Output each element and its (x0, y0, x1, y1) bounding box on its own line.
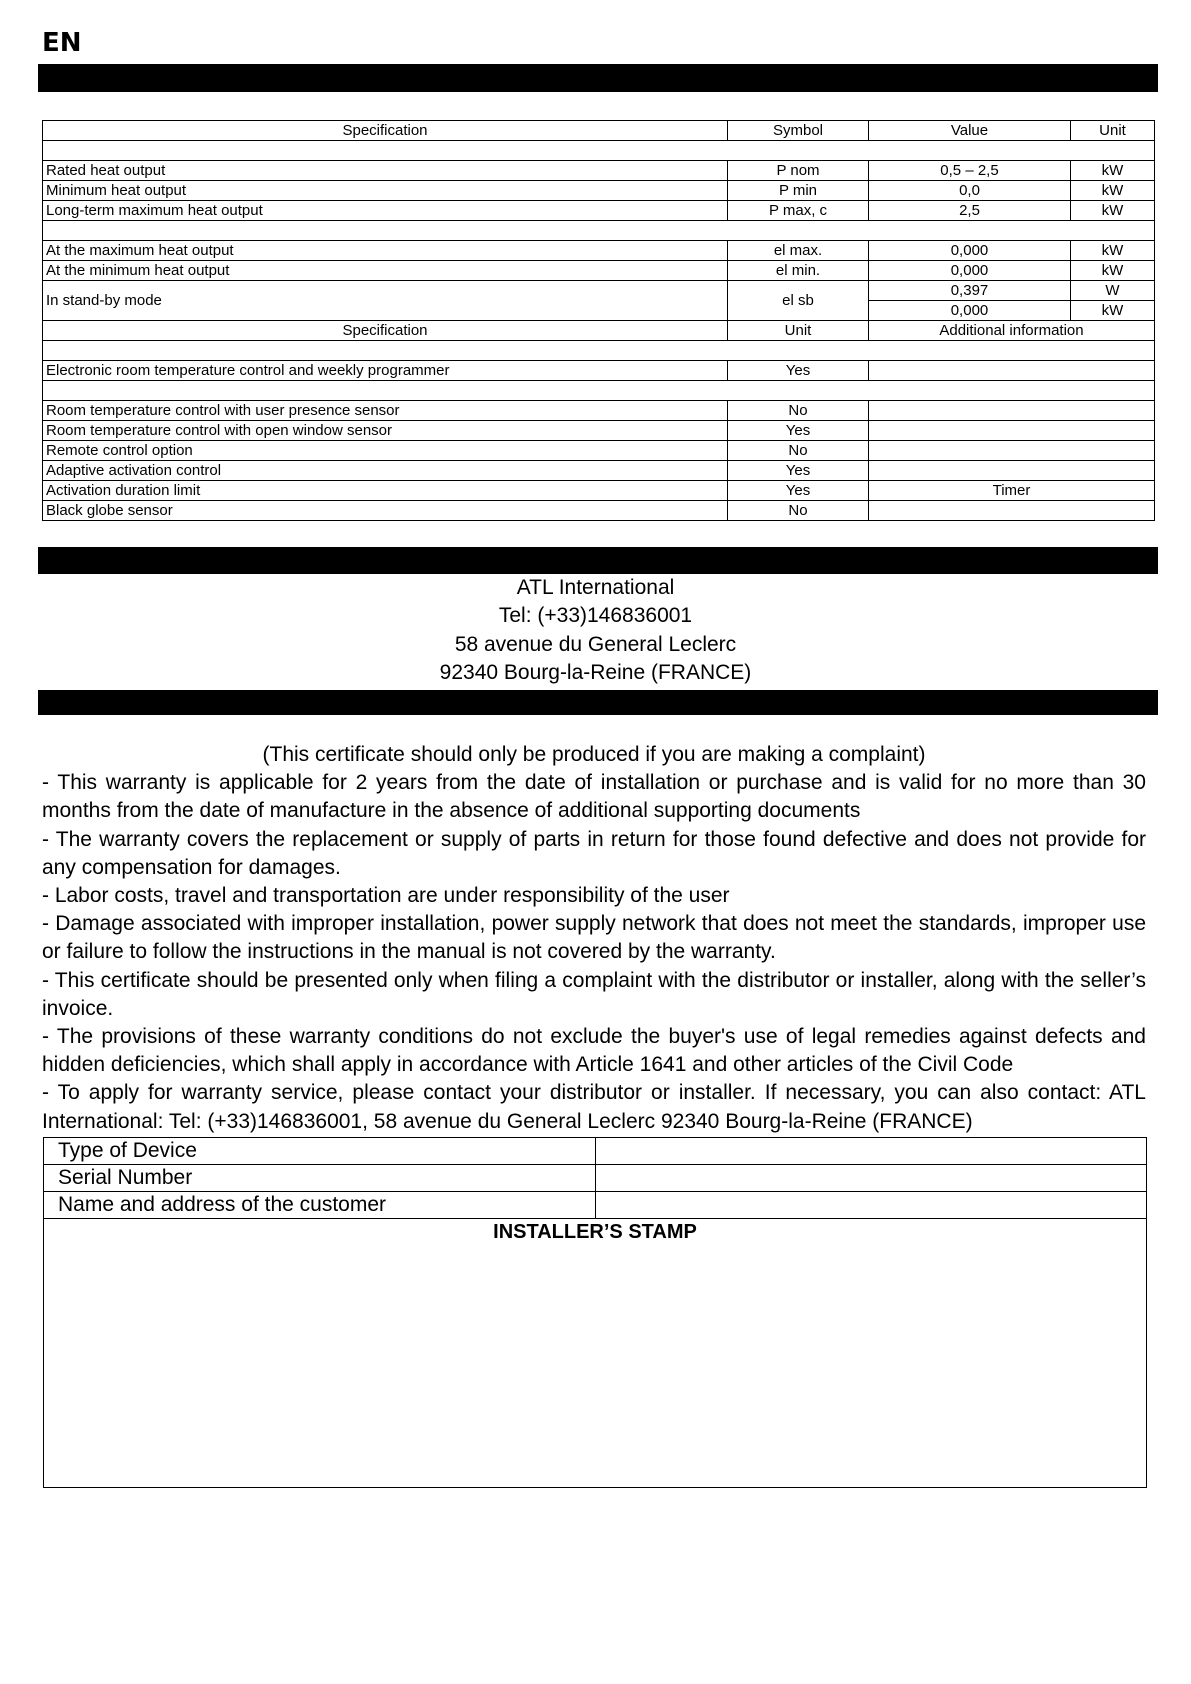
value-cell: 0,000 (869, 301, 1071, 321)
type-of-device-field[interactable] (596, 1138, 1147, 1165)
company-phone: Tel: (+33)146836001 (498, 604, 693, 628)
language-label: EN (42, 28, 82, 58)
spec-cell: Long-term maximum heat output (43, 201, 728, 221)
form-row-serial-number (44, 1165, 1147, 1192)
warranty-item: - The provisions of these warranty conditions do not exclude the buyer's use of legal remedies against defects and hidden deficiencies, which shall apply in accordance with Article 1641 and other articles of the Civil Code (42, 1025, 1146, 1077)
spec-cell: Black globe sensor (43, 501, 728, 521)
warranty-form (43, 1137, 1147, 1488)
manufacturer-address (0, 574, 1191, 687)
table-header-row-2 (43, 321, 1155, 341)
spec-cell: Remote control option (43, 441, 728, 461)
spec-cell: Rated heat output (43, 161, 728, 181)
company-city: 92340 Bourg-la-Reine (FRANCE) (439, 660, 752, 684)
unit-cell: kW (1071, 301, 1155, 321)
table-row (43, 201, 1155, 221)
warranty-item: - Damage associated with improper installation, power supply network that does not meet the standards, improper use or failure to follow the instructions in the manual is not covered by the warranty. (42, 912, 1146, 964)
unit-cell: Yes (728, 421, 869, 441)
header-specification: Specification (43, 321, 728, 341)
spec-cell: At the minimum heat output (43, 261, 728, 281)
form-label: Serial Number (44, 1165, 596, 1192)
blank-row (43, 221, 1155, 241)
unit-cell: kW (1071, 261, 1155, 281)
table-row (43, 421, 1155, 441)
value-cell: 0,397 (869, 281, 1071, 301)
warranty-item: - Labor costs, travel and transportation are under responsibility of the user (42, 884, 730, 908)
specification-table (42, 120, 1155, 521)
header-unit: Unit (1071, 121, 1155, 141)
spec-cell: Adaptive activation control (43, 461, 728, 481)
table-row (43, 241, 1155, 261)
info-cell (869, 461, 1155, 481)
standby-row (43, 281, 1155, 301)
info-cell (869, 361, 1155, 381)
table-row (43, 181, 1155, 201)
header-symbol: Symbol (728, 121, 869, 141)
unit-cell: kW (1071, 181, 1155, 201)
header-value: Value (869, 121, 1071, 141)
company-street: 58 avenue du General Leclerc (454, 632, 737, 656)
value-cell: 2,5 (869, 201, 1071, 221)
header-specification: Specification (43, 121, 728, 141)
form-row-customer (44, 1192, 1147, 1219)
symbol-cell: P min (728, 181, 869, 201)
section-header-bar (38, 64, 1158, 92)
installer-stamp-area (44, 1219, 1147, 1488)
warranty-intro: (This certificate should only be produced if you are making a complaint) (262, 743, 926, 766)
spec-cell: Electronic room temperature control and weekly programmer (43, 361, 728, 381)
table-row (43, 501, 1155, 521)
unit-cell: No (728, 501, 869, 521)
table-row (43, 481, 1155, 501)
section-header-bar (38, 547, 1158, 574)
unit-cell: Yes (728, 481, 869, 501)
unit-cell: W (1071, 281, 1155, 301)
unit-cell: Yes (728, 361, 869, 381)
unit-cell: Yes (728, 461, 869, 481)
info-cell (869, 441, 1155, 461)
section-header-bar (38, 690, 1158, 715)
header-additional-information: Additional information (869, 321, 1155, 341)
table-row (43, 441, 1155, 461)
blank-row (43, 381, 1155, 401)
info-cell (869, 501, 1155, 521)
value-cell: 0,0 (869, 181, 1071, 201)
value-cell: 0,000 (869, 261, 1071, 281)
warranty-item: - This warranty is applicable for 2 years from the date of installation or purchase and is valid for no more than 30 months from the date of manufacture in the absence of additional supporting documents (42, 771, 1146, 823)
value-cell: 0,5 – 2,5 (869, 161, 1071, 181)
table-row (43, 261, 1155, 281)
installer-stamp-label: INSTALLER’S STAMP (493, 1221, 697, 1243)
spec-cell: In stand-by mode (43, 281, 728, 321)
table-row (43, 461, 1155, 481)
warranty-item: - To apply for warranty service, please contact your distributor or installer. If necessary, you can also contact: ATL International: Tel: (+33)146836001, 58 avenue du General Leclerc 92340 Bourg-la-Reine (FRANCE) (42, 1081, 1146, 1133)
spec-cell: Room temperature control with user presence sensor (43, 401, 728, 421)
info-cell: Timer (869, 481, 1155, 501)
form-label: Name and address of the customer (44, 1192, 596, 1219)
table-row (43, 401, 1155, 421)
symbol-cell: el min. (728, 261, 869, 281)
symbol-cell: el sb (728, 281, 869, 321)
customer-name-address-field[interactable] (596, 1192, 1147, 1219)
spec-cell: Room temperature control with open window sensor (43, 421, 728, 441)
warranty-item: - This certificate should be presented only when filing a complaint with the distributor or installer, along with the seller’s invoice. (42, 968, 1146, 1020)
spec-cell: Minimum heat output (43, 181, 728, 201)
blank-row (43, 141, 1155, 161)
symbol-cell: P nom (728, 161, 869, 181)
unit-cell: No (728, 441, 869, 461)
company-name: ATL International (516, 576, 675, 599)
table-row (43, 161, 1155, 181)
unit-cell: kW (1071, 241, 1155, 261)
blank-row (43, 341, 1155, 361)
header-unit: Unit (728, 321, 869, 341)
symbol-cell: P max, c (728, 201, 869, 221)
warranty-conditions (42, 741, 1146, 1136)
unit-cell: No (728, 401, 869, 421)
warranty-item: - The warranty covers the replacement or supply of parts in return for those found defective and does not provide for any compensation for damages. (42, 827, 1146, 879)
spec-cell: At the maximum heat output (43, 241, 728, 261)
form-row-type-of-device (44, 1138, 1147, 1165)
info-cell (869, 421, 1155, 441)
spec-cell: Activation duration limit (43, 481, 728, 501)
unit-cell: kW (1071, 201, 1155, 221)
form-label: Type of Device (44, 1138, 596, 1165)
table-header-row (43, 121, 1155, 141)
info-cell (869, 401, 1155, 421)
serial-number-field[interactable] (596, 1165, 1147, 1192)
table-row (43, 361, 1155, 381)
form-row-stamp (44, 1219, 1147, 1488)
unit-cell: kW (1071, 161, 1155, 181)
symbol-cell: el max. (728, 241, 869, 261)
value-cell: 0,000 (869, 241, 1071, 261)
